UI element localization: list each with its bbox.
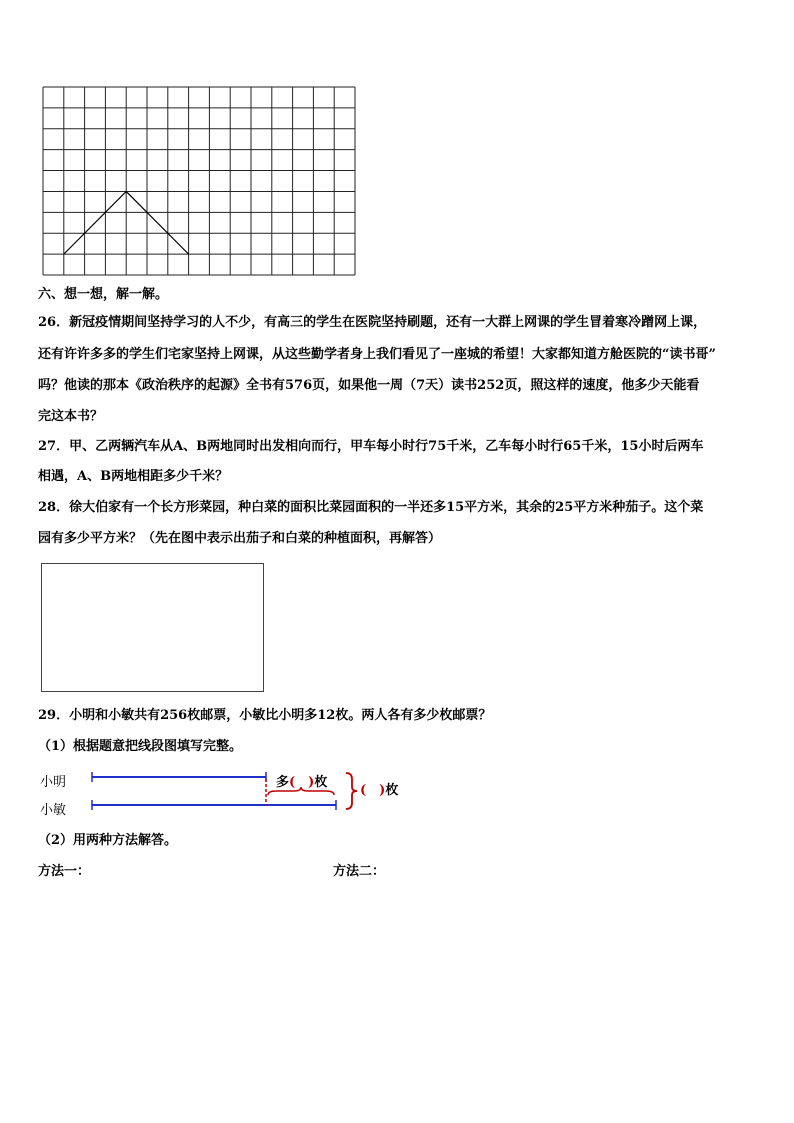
method-one-label: 方法一： — [38, 864, 91, 879]
q26-line-2: 还有许许多多的学生们宅家坚持上网课，从这些勤学者身上我们看见了一座城的希望！大家都知道方舱医院的“读书哥” — [38, 347, 716, 362]
total-blank[interactable]: ( ) — [360, 783, 386, 798]
total-unit: 枚 — [385, 783, 399, 798]
difference-unit: 枚 — [314, 775, 328, 790]
q26-line-1: 26．新冠疫情期间坚持学习的人不少，有高三的学生在医院坚持刷题，还有一大群上网课的学生冒着寒冷蹭网上课， — [38, 315, 707, 330]
difference-note — [276, 771, 327, 790]
q29-part-2: （2）用两种方法解答。 — [38, 833, 178, 848]
section-heading: 六、想一想，解一解。 — [38, 287, 169, 302]
total-brace — [346, 773, 357, 809]
difference-blank[interactable]: ( ) — [289, 775, 315, 790]
method-two-label: 方法二： — [333, 864, 386, 879]
q26-line-4: 完这本书？ — [38, 409, 104, 424]
q27-line-1: 27．甲、乙两辆汽车从A、B两地同时出发相向而行，甲车每小时行75千米，乙车每小时行65千米，15小时后两车 — [38, 439, 704, 454]
total-note — [360, 779, 398, 798]
q29-stem: 29．小明和小敏共有256枚邮票，小敏比小明多12枚。两人各有多少枚邮票？ — [38, 708, 492, 723]
garden-rectangle[interactable] — [41, 563, 264, 692]
q28-line-1: 28．徐大伯家有一个长方形菜园，种白菜的面积比菜园面积的一半还多15平方米，其余的25平方米种茄子。这个菜 — [38, 500, 704, 515]
q27-line-2: 相遇，A、B两地相距多少千米？ — [38, 469, 229, 484]
difference-prefix: 多 — [276, 775, 290, 790]
q29-part-1: （1）根据题意把线段图填写完整。 — [38, 739, 243, 754]
grid-figure — [42, 86, 356, 276]
q28-line-2: 园有多少平方米？（先在图中表示出茄子和白菜的种植面积，再解答） — [38, 531, 442, 546]
xiaomin-label: 小敏 — [40, 803, 67, 818]
line-segment-diagram — [36, 765, 436, 823]
xiaoming-label: 小明 — [40, 775, 67, 790]
q26-line-3: 吗？他读的那本《政治秩序的起源》全书有576页，如果他一周（7天）读书252页，照这样的速度，他多少天能看 — [38, 378, 700, 393]
